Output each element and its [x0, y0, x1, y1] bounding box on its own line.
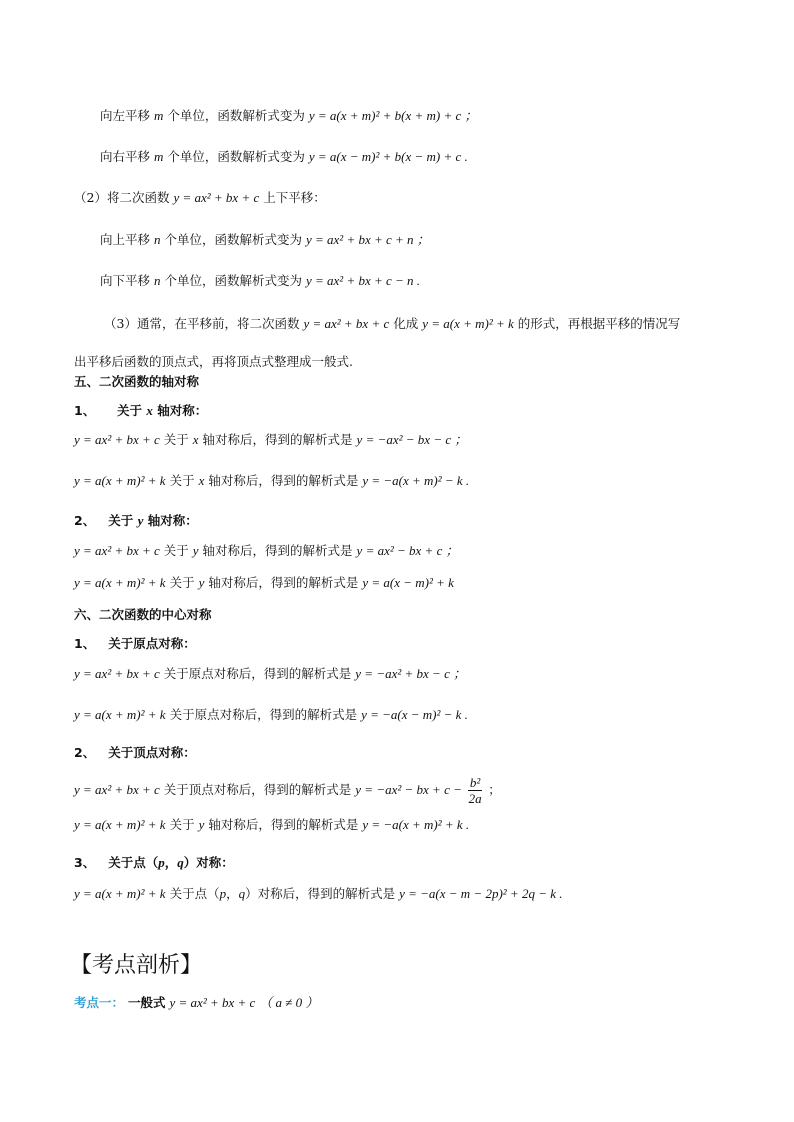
section5-line4: y = a(x + m)² + k 关于 y 轴对称后，得到的解析式是 y = a(x − m)² + k	[74, 575, 454, 590]
shift-up-line: 向上平移 n 个单位，函数解析式变为 y = ax² + bx + c + n ；	[100, 232, 430, 247]
section5-line3: y = ax² + bx + c 关于 y 轴对称后，得到的解析式是 y = ax² − bx + c ；	[74, 543, 459, 558]
section5-sub2: 2、 关于 y 轴对称：	[74, 513, 198, 528]
analysis-title: 【考点剖析】	[70, 953, 203, 978]
section5-line2: y = a(x + m)² + k 关于 x 轴对称后，得到的解析式是 y = −a(x + m)² − k .	[74, 473, 470, 488]
section6-line3: y = ax² + bx + c 关于顶点对称后，得到的解析式是 y = −ax² − bx + c − $\frac{\text{b²}}{2a}$ ；	[74, 775, 501, 806]
shift-left-line: 向左平移 m 个单位，函数解析式变为 y = a(x + m)² + b(x + m) + c ；	[100, 108, 478, 123]
section6-line2: y = a(x + m)² + k 关于原点对称后，得到的解析式是 y = −a(x − m)² − k .	[74, 707, 468, 722]
fraction: $\frac{\text{b²}}{2a}$	[468, 775, 482, 806]
section6-sub3: 3、 关于点（p，q）对称：	[74, 855, 234, 870]
shift-right-line: 向右平移 m 个单位，函数解析式变为 y = a(x − m)² + b(x − m) + c .	[100, 149, 468, 164]
section6-line1: y = ax² + bx + c 关于原点对称后，得到的解析式是 y = −ax² + bx − c ；	[74, 666, 467, 681]
section6-title: 六、二次函数的中心对称	[74, 607, 212, 622]
section5-title: 五、二次函数的轴对称	[74, 374, 200, 389]
general-note-line: （3）通常，在平移前，将二次函数 y = ax² + bx + c 化成 y = a(x + m)² + k 的形式，再根据平移的情况写	[104, 316, 681, 331]
section5-line1: y = ax² + bx + c 关于 x 轴对称后，得到的解析式是 y = −ax² − bx − c ；	[74, 432, 468, 447]
vertical-shift-heading: （2）将二次函数 y = ax² + bx + c 上下平移：	[74, 190, 326, 205]
analysis-point-line: 考点一： 一般式 y = ax² + bx + c （ a ≠ 0 ）	[74, 995, 319, 1010]
section5-sub1: 1、 关于 x 轴对称：	[74, 403, 208, 418]
section6-line4: y = a(x + m)² + k 关于 y 轴对称后，得到的解析式是 y = −a(x + m)² + k .	[74, 817, 470, 832]
section6-sub2: 2、 关于顶点对称：	[74, 745, 196, 760]
general-note-line-2: 出平移后函数的顶点式，再将顶点式整理成一般式.	[74, 354, 353, 369]
section6-sub1: 1、 关于原点对称：	[74, 636, 196, 651]
shift-down-line: 向下平移 n 个单位，函数解析式变为 y = ax² + bx + c − n .	[100, 273, 421, 288]
section6-line5: y = a(x + m)² + k 关于点（p，q）对称后，得到的解析式是 y = −a(x − m − 2p)² + 2q − k .	[74, 886, 563, 901]
